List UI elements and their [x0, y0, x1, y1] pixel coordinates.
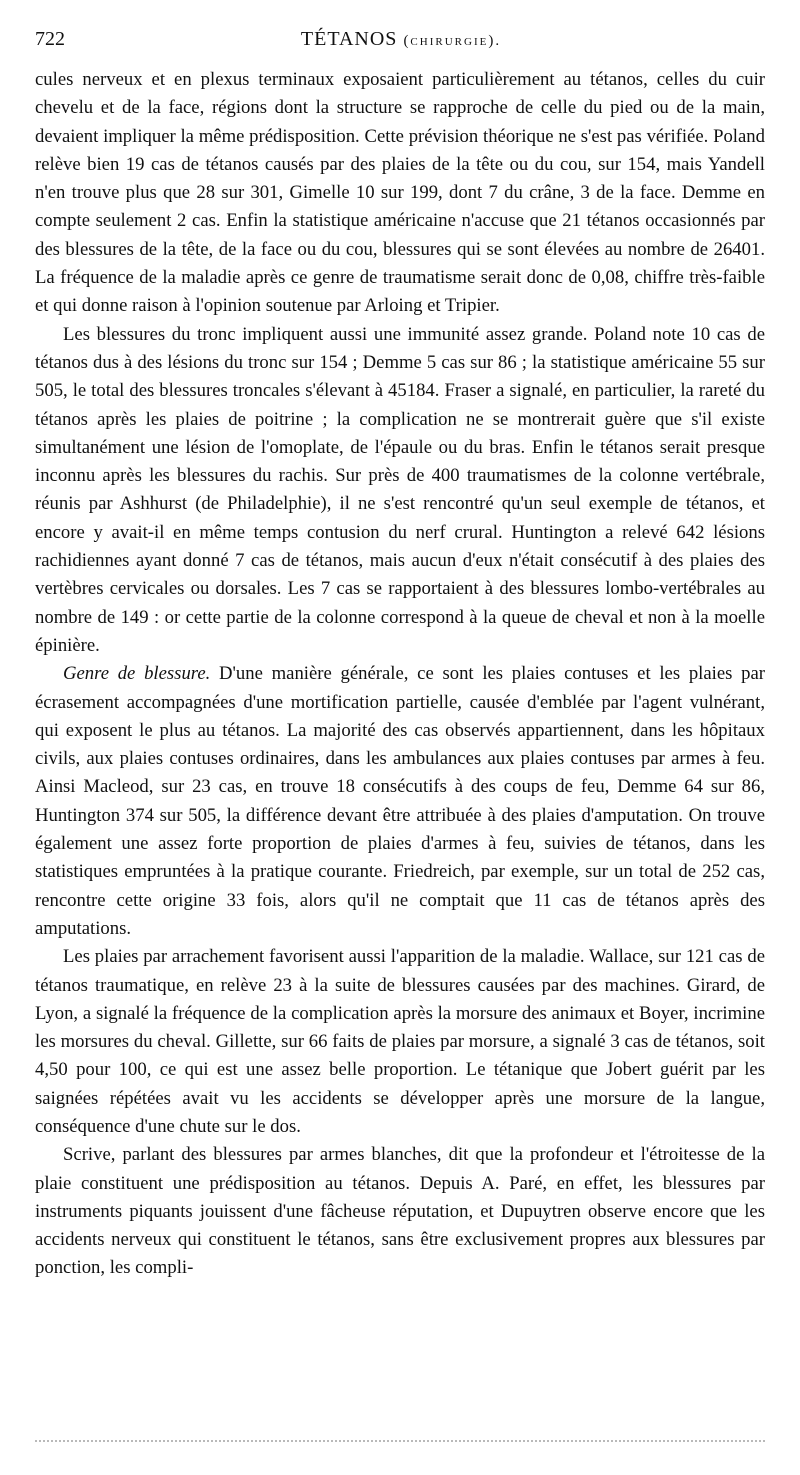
paragraph-text: Scrive, parlant des blessures par armes blanches, dit que la profondeur et l'étroitesse de la plaie constituent une prédisposition au tétanos. Depuis A. Paré, en effet, les blessures par instruments piquants jouissent d'une fâcheuse réputation, et Dupuytren observe encore que les accidents nerveux qui constituent le tétanos, sans être exclusivement propres aux blessures par ponction, les compli- [35, 1144, 765, 1279]
paragraph-avulsion-wounds [35, 943, 765, 1141]
running-title-main: TÉTANOS [300, 28, 398, 50]
page-number: 722 [35, 28, 65, 50]
paragraph-text: cules nerveux et en plexus terminaux exposaient particulièrement au tétanos, celles du cuir chevelu et de la face, régions dont la structure se rapproche de celle du pied ou de la main, devaient impliquer la même prédisposition. Cette prévision théorique ne s'est pas vérifiée. Poland relève bien 19 cas de tétanos causés par des plaies de la tête ou du cou, sur 154, mais Yandell n'en trouve plus que 28 sur 301, Gimelle 10 sur 199, dont 7 du crâne, 3 de la face. Demme en compte seulement 2 cas. Enfin la statistique américaine n'accuse que 21 tétanos occasionnés par des blessures de la tête, de la face ou du cou, blessures qui se sont élevées au nombre de 26401. La fréquence de la maladie après ce genre de traumatisme serait donc de 0,08, chiffre très-faible et qui donne raison à l'opinion soutenue par Arloing et Tripier. [35, 69, 765, 317]
paragraph-continuation [35, 66, 765, 321]
paragraph-stab-wounds [35, 1141, 765, 1282]
paragraph-text: Les plaies par arrachement favorisent aussi l'apparition de la maladie. Wallace, sur 121 cas de tétanos traumatique, en relève 23 à la suite de blessures causées par des machines. Girard, de Lyon, a signalé la fréquence de la complication après la morsure des animaux et Boyer, incrimine les morsures du cheval. Gillette, sur 66 faits de plaies par morsure, a signalé 3 cas de tétanos, soit 4,50 pour 100, ce qui est une assez belle proportion. Le tétanique que Jobert guérit par les saignées répétées avait vu les accidents se développer après une morsure de la langue, conséquence d'une chute sur le dos. [35, 946, 765, 1137]
paragraph-text: Les blessures du tronc impliquent aussi une immunité assez grande. Poland note 10 cas de tétanos dus à des lésions du tronc sur 154 ; Demme 5 cas sur 86 ; la statistique américaine 55 sur 505, le total des blessures troncales s'élevant à 45184. Fraser a signalé, en particulier, la rareté du tétanos après les plaies de poitrine ; la complication ne se montrerait guère que s'il existe simultanément une lésion de l'omoplate, de l'épaule ou du bras. Enfin le tétanos serait presque inconnu après les blessures du rachis. Sur près de 400 traumatismes de la colonne vertébrale, réunis par Ashhurst (de Philadelphie), il ne s'est rencontré qu'un seul exemple de tétanos, et encore y avait-il en même temps contusion du nerf crural. Huntington a relevé 642 lésions rachidiennes ayant donné 7 cas de tétanos, mais aucun d'eux n'était consécutif à des plaies des vertèbres cervicales ou dorsales. Les 7 cas se rapportaient à des blessures lombo-vertébrales au nombre de 149 : or cette partie de la colonne correspond à la queue de cheval et non à la moelle épinière. [35, 323, 765, 656]
paragraph-wound-type [35, 660, 765, 943]
running-title [35, 28, 767, 51]
paragraph-trunk-wounds [35, 321, 765, 661]
page-header [35, 28, 767, 60]
body-text [35, 66, 765, 1283]
footer-divider [35, 1440, 765, 1442]
section-heading: Genre de blessure. [63, 663, 211, 685]
paragraph-text: D'une manière générale, ce sont les plaies contuses et les plaies par écrasement accompagnées d'une mortification partielle, causée d'emblée par l'agent vulnérant, qui exposent le plus au tétanos. La majorité des cas observés appartiennent, dans les hôpitaux civils, aux plaies contuses ordinaires, dans les ambulances aux plaies contuses par armes à feu. Ainsi Macleod, sur 23 cas, en trouve 18 consécutifs à des coups de feu, Demme 64 sur 86, Huntington 374 sur 505, la différence devant être attribuée à des plaies d'amputation. On trouve également une assez forte proportion de plaies d'armes à feu, suivies de tétanos, dans les statistiques empruntées à la pratique courante. Friedreich, par exemple, sur un total de 252 cas, rencontre cette origine 33 fois, alors qu'il ne comptait que 11 cas de tétanos après des amputations. [35, 663, 765, 939]
running-title-subtitle: (chirurgie). [403, 33, 502, 49]
